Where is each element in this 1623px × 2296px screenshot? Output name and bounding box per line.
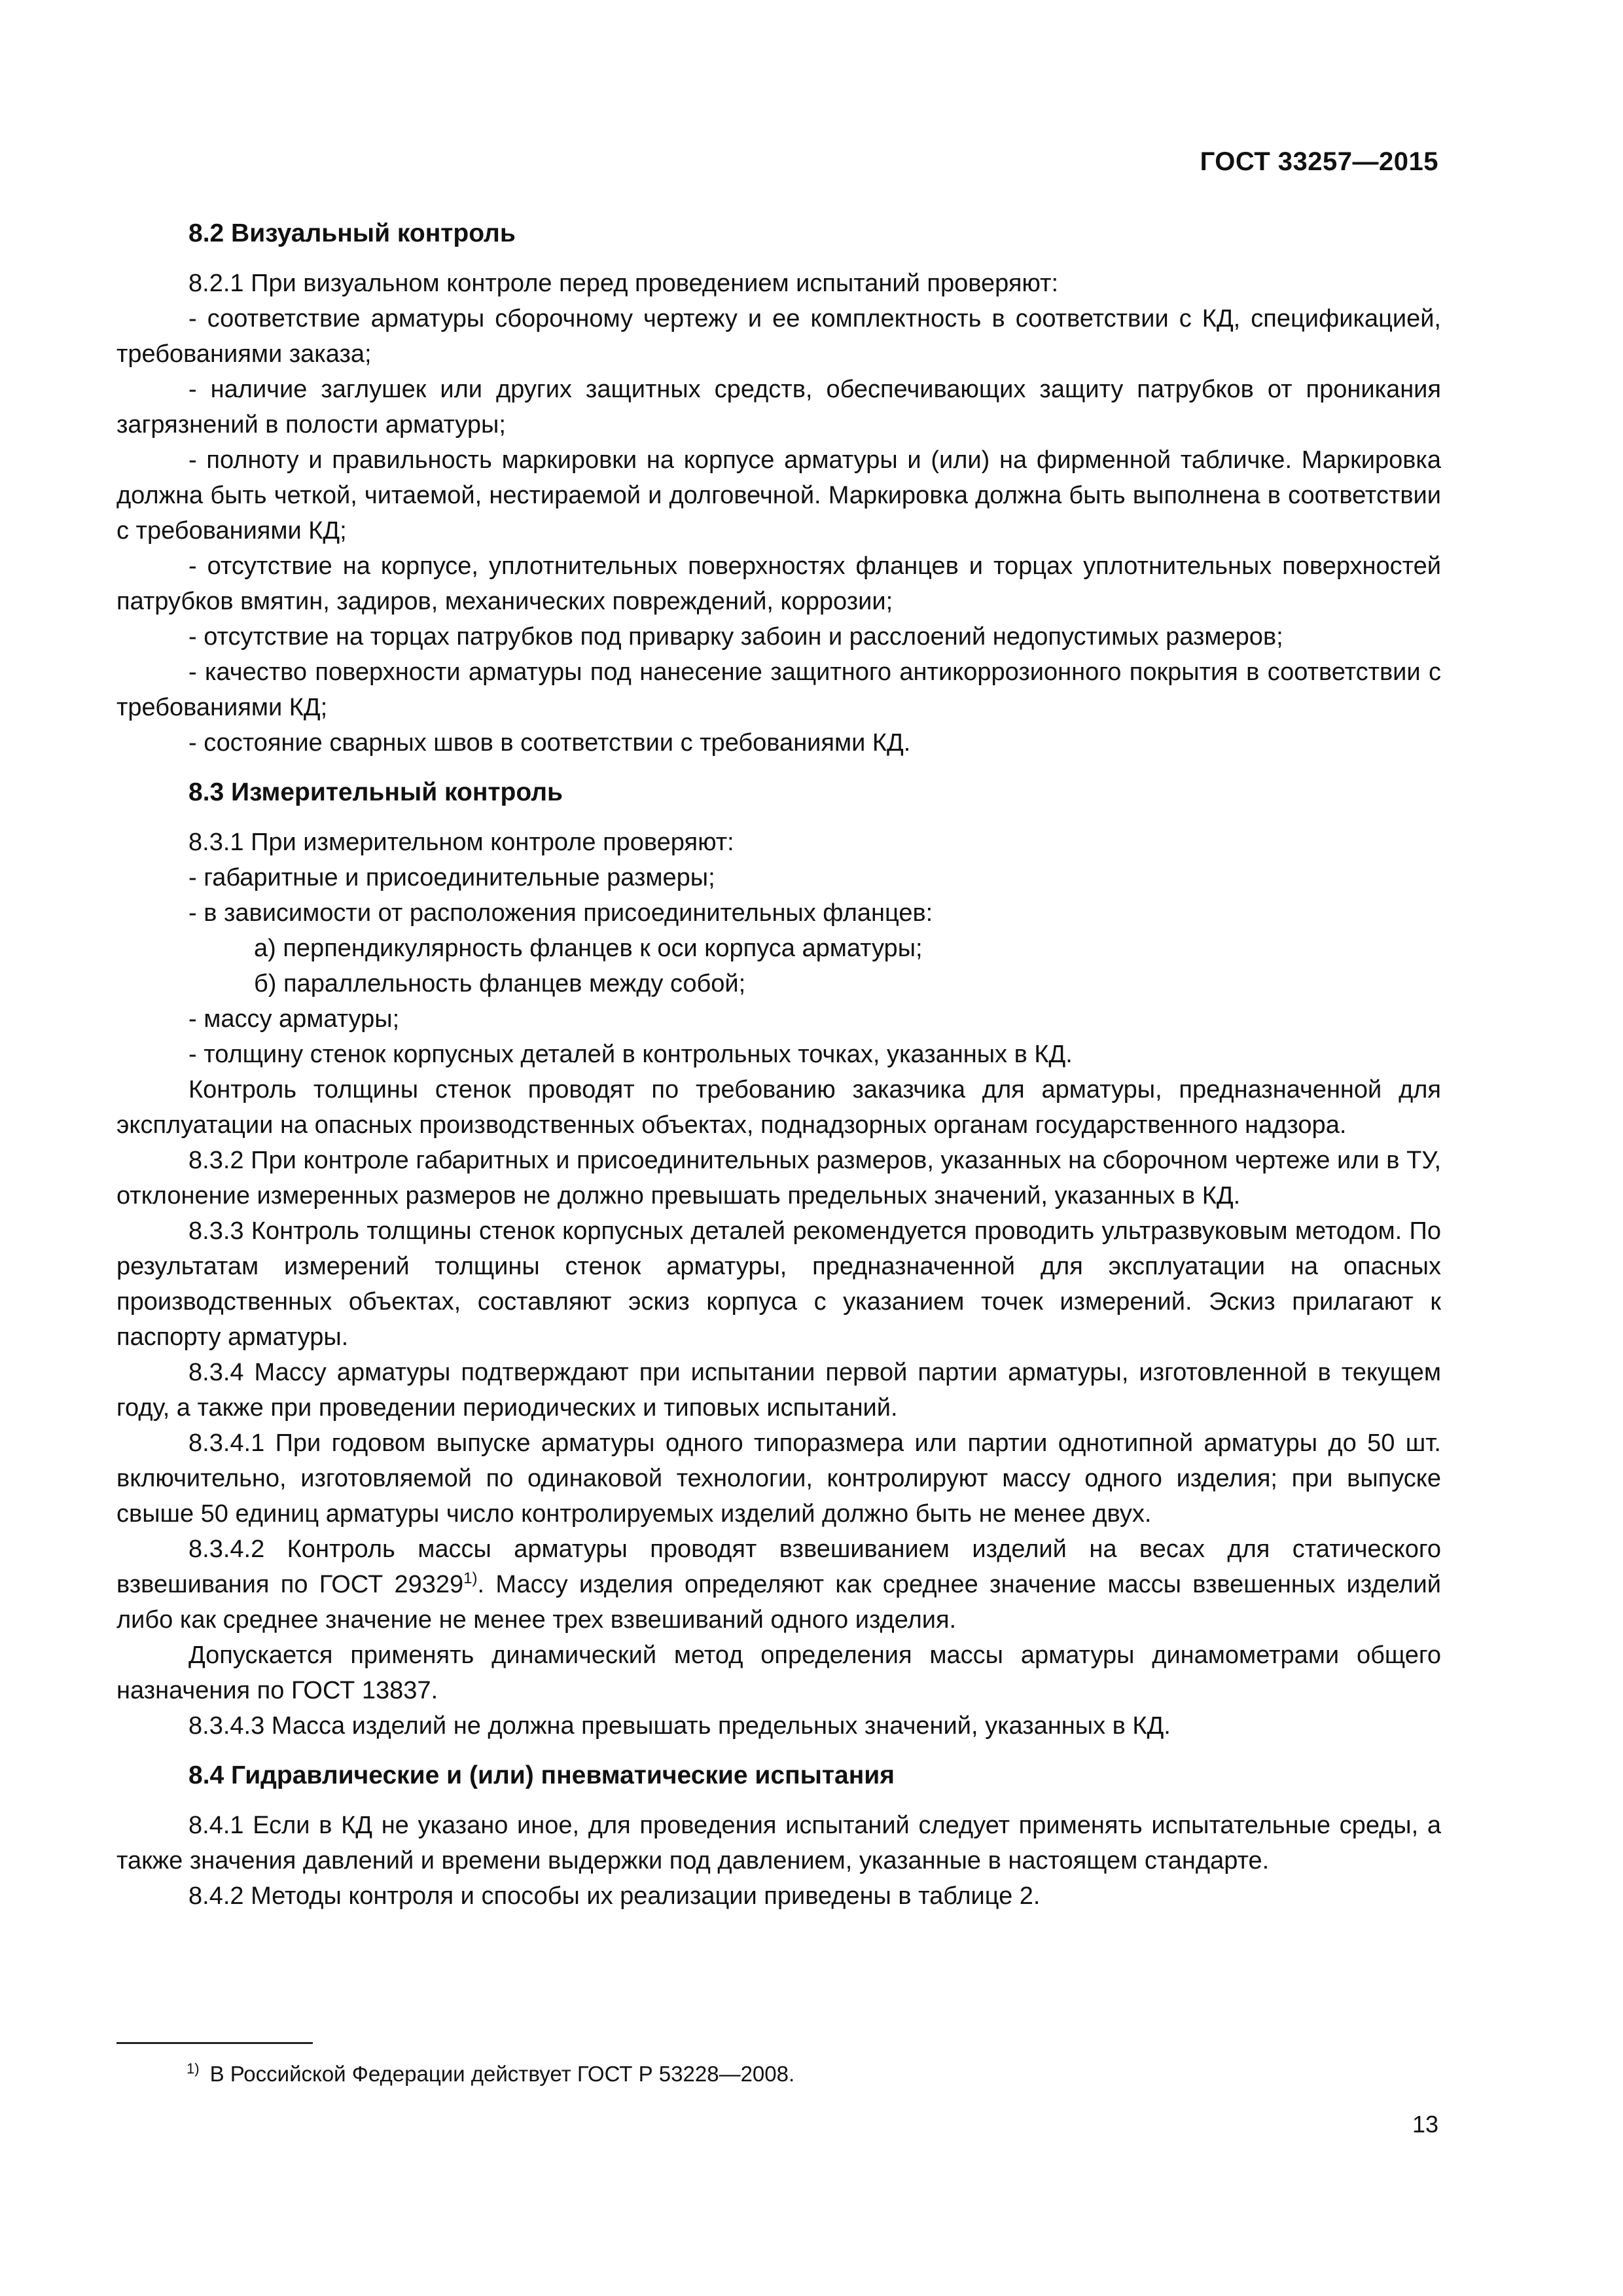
paragraph-wall-thickness: Контроль толщины стенок проводят по требованию заказчика для арматуры, предназначенной для эксплуатации на опасных производственных объектах, поднадзорных органам государственного надзора.: [116, 1076, 1441, 1139]
paragraph-8-3-3: 8.3.3 Контроль толщины стенок корпусных деталей рекомендуется проводить ультразвуковым методом. По результатам измерений толщины стенок арматуры, предназначенной для эксплуатации на опасных производственных объектах, составляют эскиз корпуса с указанием точек измерений. Эскиз прилагают к паспорту арматуры.: [116, 1217, 1441, 1351]
list-item: - состояние сварных швов в соответствии с требованиями КД.: [188, 729, 911, 757]
list-item: - наличие заглушек или других защитных средств, обеспечивающих защиту патрубков от проникания загрязнений в полости арматуры;: [116, 376, 1441, 439]
paragraph-8-3-1: 8.3.1 При измерительном контроле проверяют:: [188, 829, 734, 856]
footnote-mark: 1): [187, 2060, 200, 2077]
list-item: - качество поверхности арматуры под нанесение защитного антикоррозионного покрытия в соответствии с требованиями КД;: [116, 658, 1441, 721]
sub-list-item-b: б) параллельность фланцев между собой;: [254, 970, 746, 997]
paragraph-8-2-1: 8.2.1 При визуальном контроле перед проведением испытаний проверяют:: [188, 270, 1059, 297]
paragraph-8-3-4-2-part-2: . Массу изделия определяют как среднее значение массы взвешенных изделий либо как среднее значение не менее трех взвешиваний одного изделия.: [116, 1571, 1441, 1634]
section-heading-8-4: 8.4 Гидравлические и (или) пневматические испытания: [188, 1761, 895, 1789]
list-item: - в зависимости от расположения присоединительных фланцев:: [188, 899, 933, 927]
list-item: - отсутствие на корпусе, уплотнительных поверхностях фланцев и торцах уплотнительных поверхностей патрубков вмятин, задиров, механических повреждений, коррозии;: [116, 552, 1441, 615]
running-header-doc-code: ГОСТ 33257—2015: [1200, 147, 1438, 176]
section-heading-8-3: 8.3 Измерительный контроль: [188, 778, 563, 806]
list-item: - соответствие арматуры сборочному чертежу и ее комплектность в соответствии с КД, спецификацией, требованиями заказа;: [116, 305, 1441, 368]
page-number: 13: [1412, 2111, 1438, 2138]
section-heading-8-2: 8.2 Визуальный контроль: [188, 219, 516, 247]
footnote-separator: [116, 2042, 313, 2044]
paragraph-8-3-2: 8.3.2 При контроле габаритных и присоединительных размеров, указанных на сборочном чертеже или в ТУ, отклонение измеренных размеров не должно превышать предельных значений, указанных в КД.: [116, 1147, 1441, 1210]
page-body: [116, 216, 1441, 1914]
list-item: - толщину стенок корпусных деталей в контрольных точках, указанных в КД.: [188, 1041, 1073, 1068]
paragraph-8-3-4-3: 8.3.4.3 Масса изделий не должна превышать предельных значений, указанных в КД.: [188, 1712, 1171, 1740]
footnote: [187, 2062, 794, 2087]
list-item: - отсутствие на торцах патрубков под приварку забоин и расслоений недопустимых размеров;: [188, 623, 1283, 651]
list-item: - массу арматуры;: [188, 1005, 400, 1033]
footnote-reference: 1): [463, 1570, 478, 1587]
footnote-text: В Российской Федерации действует ГОСТ Р 53228—2008.: [209, 2062, 795, 2086]
paragraph-8-3-4-2-part-1: 8.3.4.2 Контроль массы арматуры проводят взвешиванием изделий на весах для статического взвешивания по ГОСТ 29329: [116, 1535, 1441, 1598]
paragraph-8-3-4-1: 8.3.4.1 При годовом выпуске арматуры одного типоразмера или партии однотипной арматуры до 50 шт. включительно, изготовляемой по одинаковой технологии, контролируют массу одного изделия; при выпуске свыше 50 единиц арматуры число контролируемых изделий должно быть не менее двух.: [116, 1429, 1441, 1528]
paragraph-dynamic-method: Допускается применять динамический метод определения массы арматуры динамометрами общего назначения по ГОСТ 13837.: [116, 1641, 1441, 1704]
paragraph-8-3-4-2: [116, 1532, 1441, 1638]
list-item: - габаритные и присоединительные размеры;: [188, 864, 715, 891]
paragraph-8-4-1: 8.4.1 Если в КД не указано иное, для проведения испытаний следует применять испытательные среды, а также значения давлений и времени выдержки под давлением, указанные в настоящем стандарте.: [116, 1812, 1441, 1874]
paragraph-8-3-4: 8.3.4 Массу арматуры подтверждают при испытании первой партии арматуры, изготовленной в текущем году, а также при проведении периодических и типовых испытаний.: [116, 1359, 1441, 1422]
paragraph-8-4-2: 8.4.2 Методы контроля и способы их реализации приведены в таблице 2.: [188, 1882, 1041, 1910]
sub-list-item-a: а) перпендикулярность фланцев к оси корпуса арматуры;: [254, 935, 923, 962]
list-item: - полноту и правильность маркировки на корпусе арматуры и (или) на фирменной табличке. Маркировка должна быть четкой, читаемой, нестираемой и долговечной. Маркировка должна быть выполнена в соответствии с требованиями КД;: [116, 446, 1441, 545]
